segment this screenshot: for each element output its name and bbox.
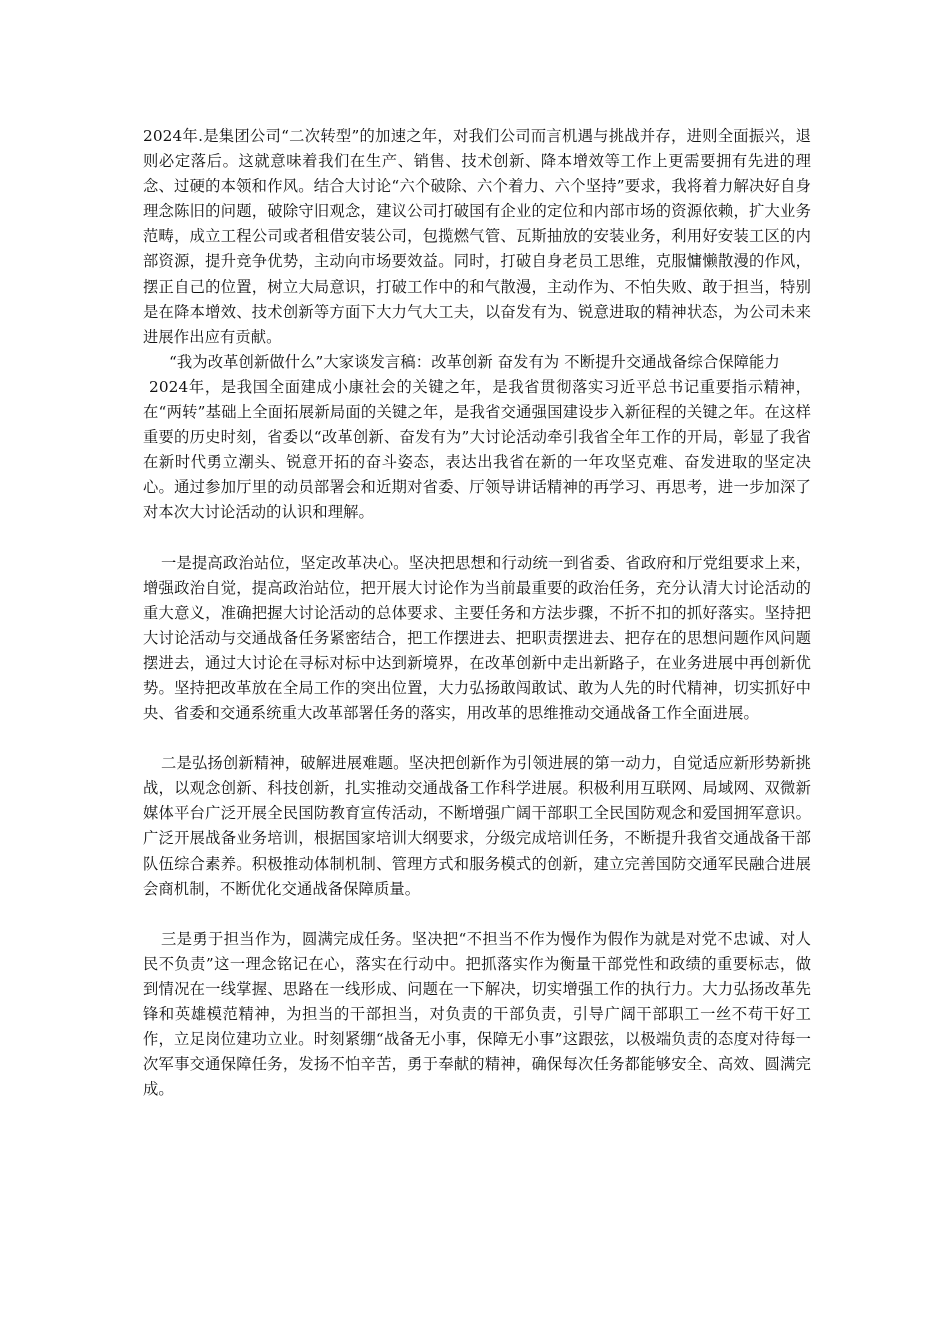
paragraph-intro: 2024年.是集团公司“二次转型”的加速之年，对我们公司而言机遇与挑战并存，进则全面振兴，退则必定落后。这就意味着我们在生产、销售、技术创新、降本增效等工作上更需要拥有先进的理念、过硬的本领和作风。结合大讨论“六个破除、六个着力、六个坚持”要求，我将着力解决好自身理念陈旧的问题，破除守旧观念，建议公司打破国有企业的定位和内部市场的资源依赖，扩大业务范畴，成立工程公司或者租借安装公司，包揽燃气管、瓦斯抽放的安装业务，利用好安装工区的内部资源，提升竞争优势，主动向市场要效益。同时，打破自身老员工思维，克服慵懒散漫的作风，摆正自己的位置，树立大局意识，打破工作中的和气散漫，主动作为、不怕失败、敢于担当，特别是在降本增效、技术创新等方面下大力气大工夫，以奋发有为、锐意进取的精神状态，为公司未来进展作出应有贡献。 [143,127,811,346]
speech-title: “我为改革创新做什么”大家谈发言稿：改革创新 奋发有为 不断提升交通战备综合保障能力 [169,352,780,371]
paragraph-point-two: 二是弘扬创新精神，破解进展难题。坚决把创新作为引领进展的第一动力，自觉适应新形势新挑战，以观念创新、科技创新，扎实推动交通战备工作科学进展。积极利用互联网、局域网、双微新媒体平台广泛开展全民国防教育宣传活动，不断增强广阔干部职工全民国防观念和爱国拥军意识。广泛开展战备业务培训，根据国家培训大纲要求，分级完成培训任务，不断提升我省交通战备干部队伍综合素养。积极推动体制机制、管理方式和服务模式的创新，建立完善国防交通军民融合进展会商机制，不断优化交通战备保障质量。 [143,754,811,898]
paragraph-spacer [143,526,811,551]
paragraph-spacer [143,902,811,927]
paragraph-point-three: 三是勇于担当作为，圆满完成任务。坚决把“不担当不作为慢作为假作为就是对党不忠诚、对人民不负责”这一理念铭记在心，落实在行动中。把抓落实作为衡量干部党性和政绩的重要标志，做到情况在一线掌握、思路在一线形成、问题在一下解决，切实增强工作的执行力。大力弘扬改革先锋和英雄模范精神，为担当的干部担当，对负责的干部负责，引导广阔干部职工一丝不苟干好工作，立足岗位建功立业。时刻紧绷“战备无小事，保障无小事”这跟弦，以极端负责的态度对待每一次军事交通保障任务，发扬不怕辛苦，勇于奉献的精神，确保每次任务都能够安全、高效、圆满完成。 [143,929,811,1099]
document-body [143,124,811,1102]
paragraph-spacer [143,726,811,751]
paragraph-opening: 2024年，是我国全面建成小康社会的关键之年，是我省贯彻落实习近平总书记重要指示精神，在“两转”基础上全面拓展新局面的关键之年，是我省交通强国建设步入新征程的关键之年。在这样重要的历史时刻，省委以“改革创新、奋发有为”大讨论活动牵引我省全年工作的开局，彰显了我省在新时代勇立潮头、锐意开拓的奋斗姿态，表达出我省在新的一年攻坚克难、奋发进取的坚定决心。通过参加厅里的动员部署会和近期对省委、厅领导讲话精神的再学习、再思考，进一步加深了对本次大讨论活动的认识和理解。 [143,377,811,522]
paragraph-point-one: 一是提高政治站位，坚定改革决心。坚决把思想和行动统一到省委、省政府和厅党组要求上来，增强政治自觉，提高政治站位，把开展大讨论作为当前最重要的政治任务，充分认清大讨论活动的重大意义，准确把握大讨论活动的总体要求、主要任务和方法步骤，不折不扣的抓好落实。坚持把大讨论活动与交通战备任务紧密结合，把工作摆进去、把职责摆进去、把存在的思想问题作风问题摆进去，通过大讨论在寻标对标中达到新境界，在改革创新中走出新路子，在业务进展中再创新优势。坚持把改革放在全局工作的突出位置，大力弘扬敢闯敢试、敢为人先的时代精神，切实抓好中央、省委和交通系统重大改革部署任务的落实，用改革的思维推动交通战备工作全面进展。 [143,553,811,723]
